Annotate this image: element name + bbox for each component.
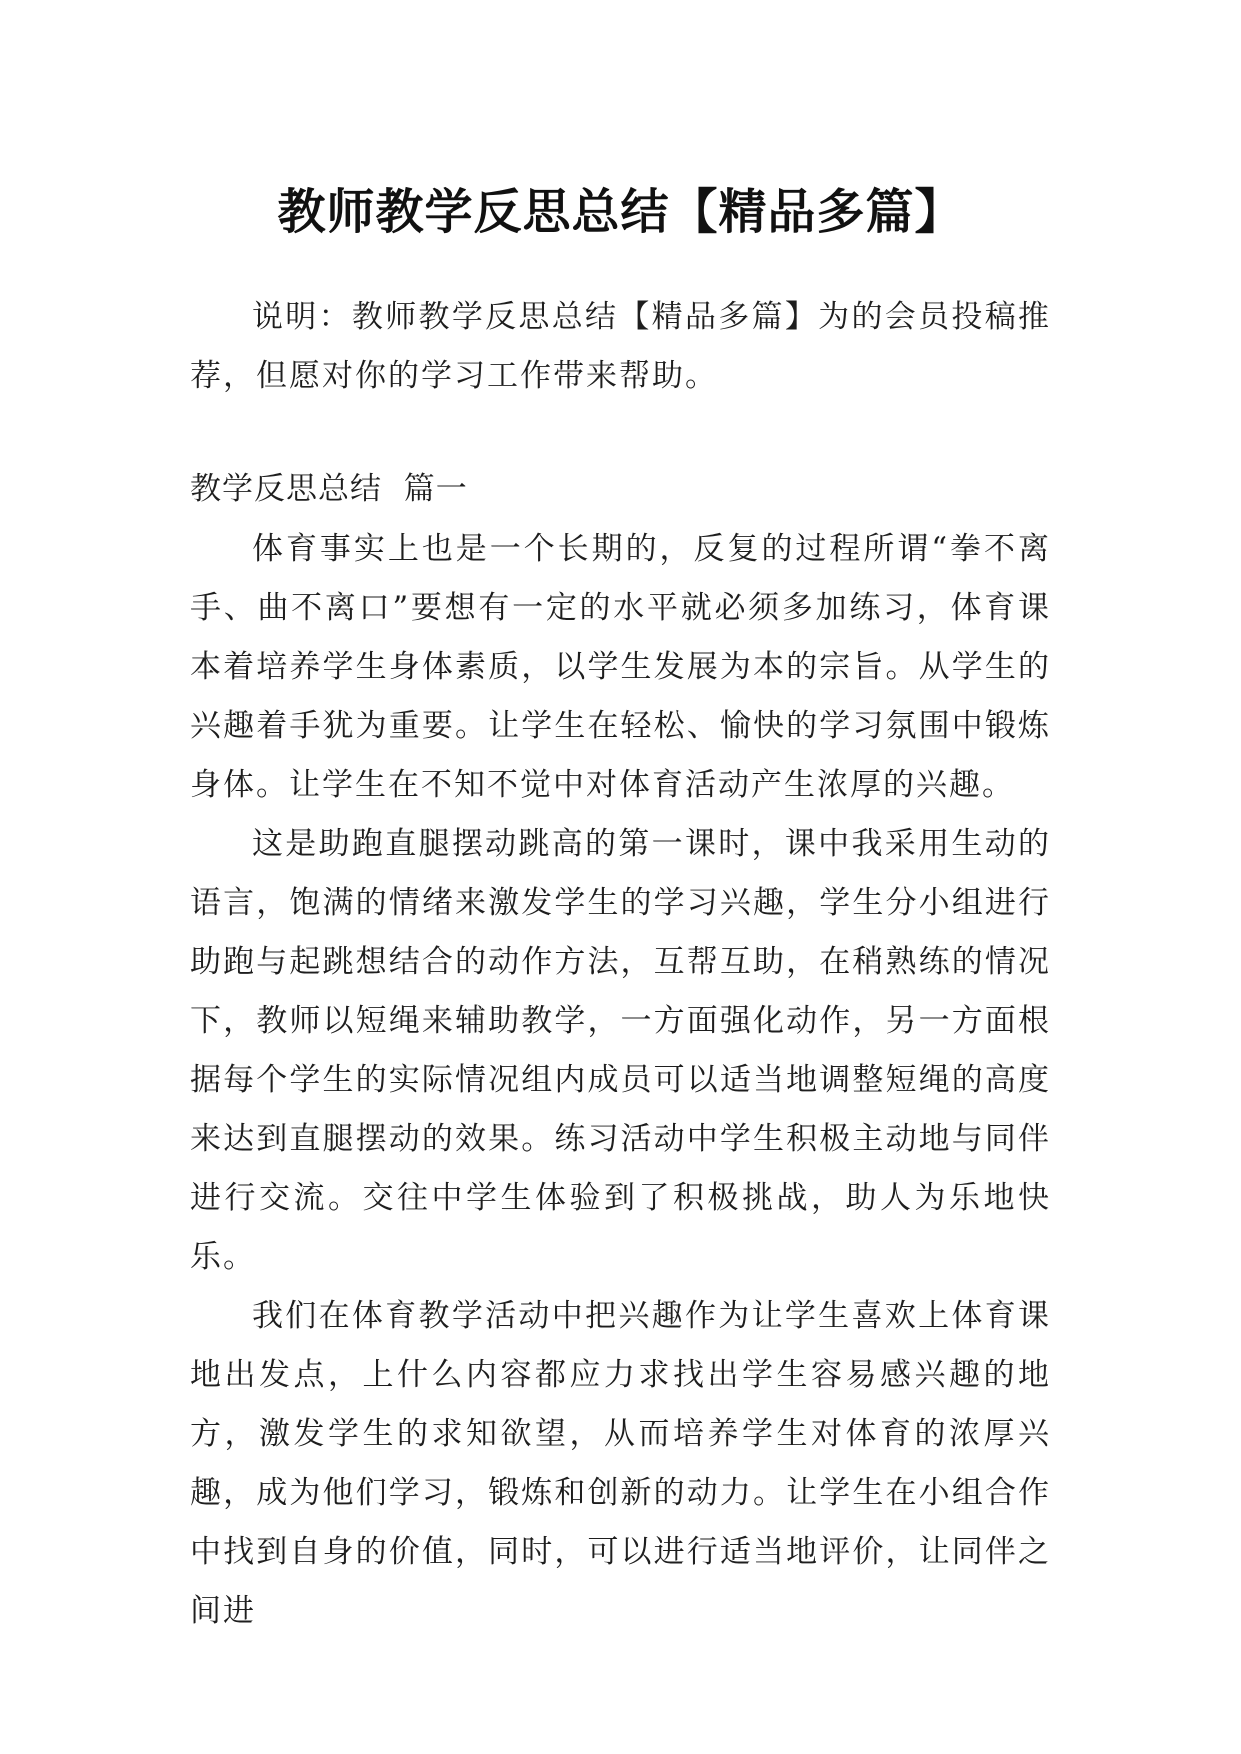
intro-block <box>190 288 1051 406</box>
intro-paragraph: 说明：教师教学反思总结【精品多篇】为的会员投稿推荐，但愿对你的学习工作带来帮助。 <box>190 299 1051 394</box>
section-body <box>190 520 1051 1641</box>
body-paragraph-1: 体育事实上也是一个长期的，反复的过程所谓“拳不离手、曲不离口”要想有一定的水平就必须多加练习，体育课本着培养学生身体素质，以学生发展为本的宗旨。从学生的兴趣着手犹为重要。让学生在轻松、愉快的学习氛围中锻炼身体。让学生在不知不觉中对体育活动产生浓厚的兴趣。 <box>190 531 1051 803</box>
body-paragraph-3: 我们在体育教学活动中把兴趣作为让学生喜欢上体育课地出发点，上什么内容都应力求找出学生容易感兴趣的地方，激发学生的求知欲望，从而培养学生对体育的浓厚兴趣，成为他们学习，锻炼和创新的动力。让学生在小组合作中找到自身的价值，同时，可以进行适当地评价，让同伴之间进 <box>190 1298 1051 1629</box>
document-title: 教师教学反思总结【精品多篇】 <box>277 184 964 241</box>
section-heading: 教学反思总结 篇一 <box>190 471 468 507</box>
body-paragraph-2: 这是助跑直腿摆动跳高的第一课时，课中我采用生动的语言，饱满的情绪来激发学生的学习兴趣，学生分小组进行助跑与起跳想结合的动作方法，互帮互助，在稍熟练的情况下，教师以短绳来辅助教学，一方面强化动作，另一方面根据每个学生的实际情况组内成员可以适当地调整短绳的高度来达到直腿摆动的效果。练习活动中学生积极主动地与同伴进行交流。交往中学生体验到了积极挑战，助人为乐地快乐。 <box>190 826 1051 1275</box>
